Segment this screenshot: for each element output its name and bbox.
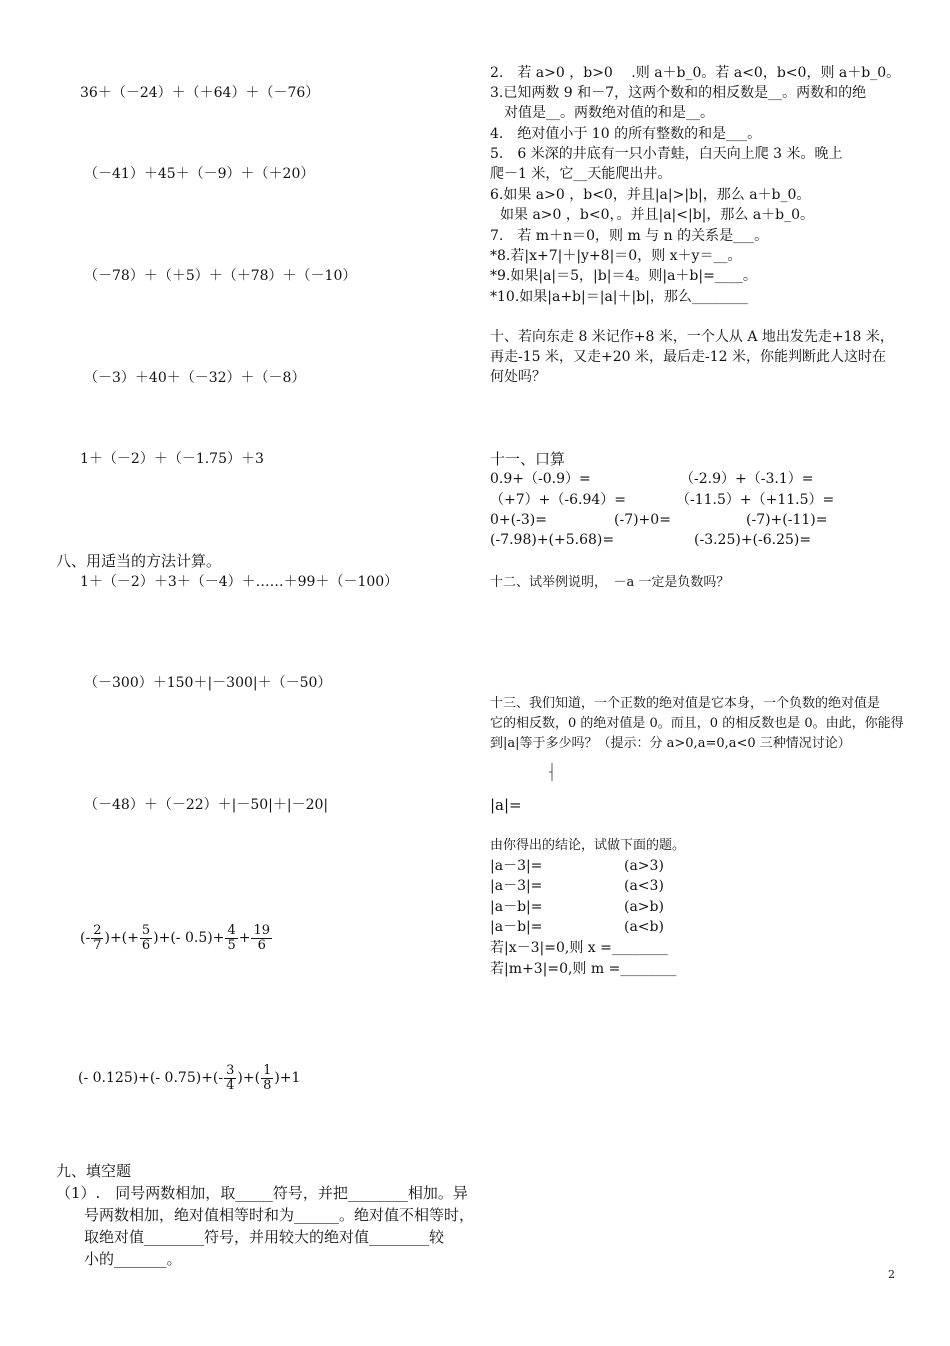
question-7: 7. 若 m＋n＝0，则 m 与 n 的关系是___。	[490, 228, 769, 244]
conclusion-3-expr: |a－b|=	[490, 899, 543, 915]
question-3-line-2: 对值是__。两数绝对值的和是__。	[504, 105, 714, 121]
exercise-line-4: （－3）＋40＋（－32）＋（－8）	[84, 370, 306, 386]
section-10-line-1: 十、若向东走 8 米记作+8 米，一个人从 A 地出发先走+18 米，	[490, 329, 894, 345]
section-13-line-2: 它的相反数，0 的绝对值是 0。而且，0 的相反数也是 0。由此，你能得	[490, 716, 904, 731]
mental-calc-4a: (-7.98)+(+5.68)=	[490, 532, 615, 548]
mental-calc-3b: (-7)+0=	[614, 512, 671, 528]
mental-calc-2b: （-11.5）+（+11.5）=	[676, 492, 835, 508]
numerator: 4	[227, 922, 236, 938]
conclusion-4-expr: |a－b|=	[490, 919, 543, 935]
exercise-line-1: 36＋（－24）＋（＋64）＋（－76）	[80, 85, 320, 101]
numerator: 3	[226, 1062, 235, 1078]
section-13-line-3: 到|a|等于多少吗？（提示：分 a>0,a=0,a<0 三种情况讨论）	[490, 736, 851, 751]
conclusion-prompt: 由你得出的结论，试做下面的题。	[490, 838, 686, 853]
question-8: *8.若|x+7|＋|y+8|＝0，则 x＋y＝__。	[490, 248, 742, 264]
fraction	[140, 924, 152, 953]
expr-part: +	[238, 930, 251, 946]
expr-part: (-	[80, 930, 91, 946]
question-10: *10.如果|a+b|＝|a|＋|b|，那么________	[490, 289, 748, 305]
section-8-line-1: 1＋（－2）＋3＋（－4）＋……＋99＋（－100）	[80, 574, 399, 590]
question-4: 4. 绝对值小于 10 的所有整数的和是___。	[490, 126, 762, 142]
fraction	[261, 1064, 273, 1093]
question-6-line-2: 如果 a>0 ，b<0，。并且|a|<|b|，那么 a＋b_0。	[500, 207, 815, 223]
mental-calc-3c: (-7)+(-11)=	[746, 512, 828, 528]
exercise-line-2: （－41）＋45＋（－9）＋（＋20）	[84, 166, 315, 182]
section-10-line-2: 再走-15 米，又走+20 米，最后走-12 米，你能判断此人这时在	[490, 349, 886, 365]
denominator: 8	[263, 1077, 272, 1093]
expr-part: )+(- 0.5)+	[153, 930, 225, 946]
section-13-line-1: 十三、我们知道，一个正数的绝对值是它本身，一个负数的绝对值是	[490, 696, 881, 711]
numerator: 19	[253, 922, 271, 938]
numerator: 1	[263, 1062, 272, 1078]
section-9-line-4: 小的_______。	[84, 1250, 182, 1268]
fraction	[224, 1064, 236, 1093]
denominator: 5	[227, 937, 236, 953]
section-8-line-2: （－300）＋150＋|－300|＋（－50）	[84, 675, 332, 691]
fraction-expression-2	[78, 1060, 300, 1096]
denominator: 6	[141, 937, 151, 953]
numerator: 5	[141, 922, 151, 938]
question-9: *9.如果|a|＝5，|b|＝4。则|a＋b|=____。	[490, 268, 757, 284]
conclusion-1-cond: (a>3)	[624, 858, 664, 874]
question-2: 2. 若 a>0 ，b>0 .则 a＋b_0。若 a<0，b<0，则 a＋b_0。	[490, 65, 901, 81]
exercise-line-3: （－78）＋（＋5）＋（＋78）＋（－10）	[84, 268, 357, 284]
abs-a-label: |a|=	[490, 796, 522, 814]
question-3-line-1: 3.已知两数 9 和－7，这两个数和的相反数是__。两数和的绝	[490, 85, 867, 101]
mental-calc-1b: （-2.9）+（-3.1）=	[680, 471, 814, 487]
fraction	[251, 924, 272, 953]
section-9-title: 九、填空题	[56, 1162, 132, 1180]
conclusion-2-expr: |a－3|=	[490, 878, 543, 894]
denominator: 4	[226, 1077, 235, 1093]
section-8-title: 八、用适当的方法计算。	[56, 552, 222, 570]
mental-calc-2a: （+7）+（-6.94）=	[490, 492, 627, 508]
brace-icon	[548, 762, 556, 782]
mental-calc-4b: (-3.25)+(-6.25)=	[694, 532, 812, 548]
section-10-line-3: 何处吗？	[490, 369, 546, 385]
fraction-expression-1	[80, 920, 273, 956]
conclusion-2-cond: (a<3)	[624, 878, 664, 894]
question-6-line-1: 6.如果 a>0 ，b<0，并且|a|>|b|，那么 a＋b_0。	[490, 187, 811, 203]
page-number: 2	[888, 1268, 895, 1281]
conclusion-3-cond: (a>b)	[624, 899, 664, 915]
section-8-line-3: （－48）＋（－22）＋|－50|＋|－20|	[84, 797, 329, 813]
conclusion-1-expr: |a－3|=	[490, 858, 543, 874]
section-9-line-3: 取绝对值________符号，并用较大的绝对值________较	[84, 1228, 445, 1246]
denominator: 7	[93, 937, 102, 953]
question-5-line-2: 爬－1 米，它__天能爬出井。	[490, 166, 672, 182]
expr-part: (- 0.125)+(- 0.75)+(-	[78, 1070, 224, 1086]
expr-part: )+(+	[104, 930, 139, 946]
fraction	[225, 924, 237, 953]
section-11-title: 十一、口算	[490, 450, 566, 468]
section-9-line-2: 号两数相加，绝对值相等时和为______。绝对值不相等时，	[84, 1206, 475, 1224]
expr-part: )+1	[274, 1070, 301, 1086]
denominator: 6	[257, 937, 266, 953]
exercise-line-5: 1＋（－2）＋（－1.75）＋3	[80, 451, 264, 467]
fraction	[91, 924, 103, 953]
mental-calc-1a: 0.9+（-0.9）=	[490, 471, 591, 487]
mental-calc-3a: 0+(-3)=	[490, 512, 547, 528]
section-9-line-1: （1）. 同号两数相加，取_____符号，并把________相加。异	[56, 1184, 468, 1202]
question-5-line-1: 5. 6 米深的井底有一只小青蛙，白天向上爬 3 米。晚上	[490, 146, 843, 162]
section-12: 十二、试举例说明， －a 一定是负数吗？	[490, 575, 730, 590]
conclusion-4-cond: (a<b)	[624, 919, 664, 935]
conclusion-5: 若|x－3|=0,则 x =________	[490, 940, 668, 956]
expr-part: )+(	[237, 1070, 261, 1086]
conclusion-6: 若|m+3|=0,则 m =________	[490, 961, 677, 977]
numerator: 2	[93, 922, 102, 938]
